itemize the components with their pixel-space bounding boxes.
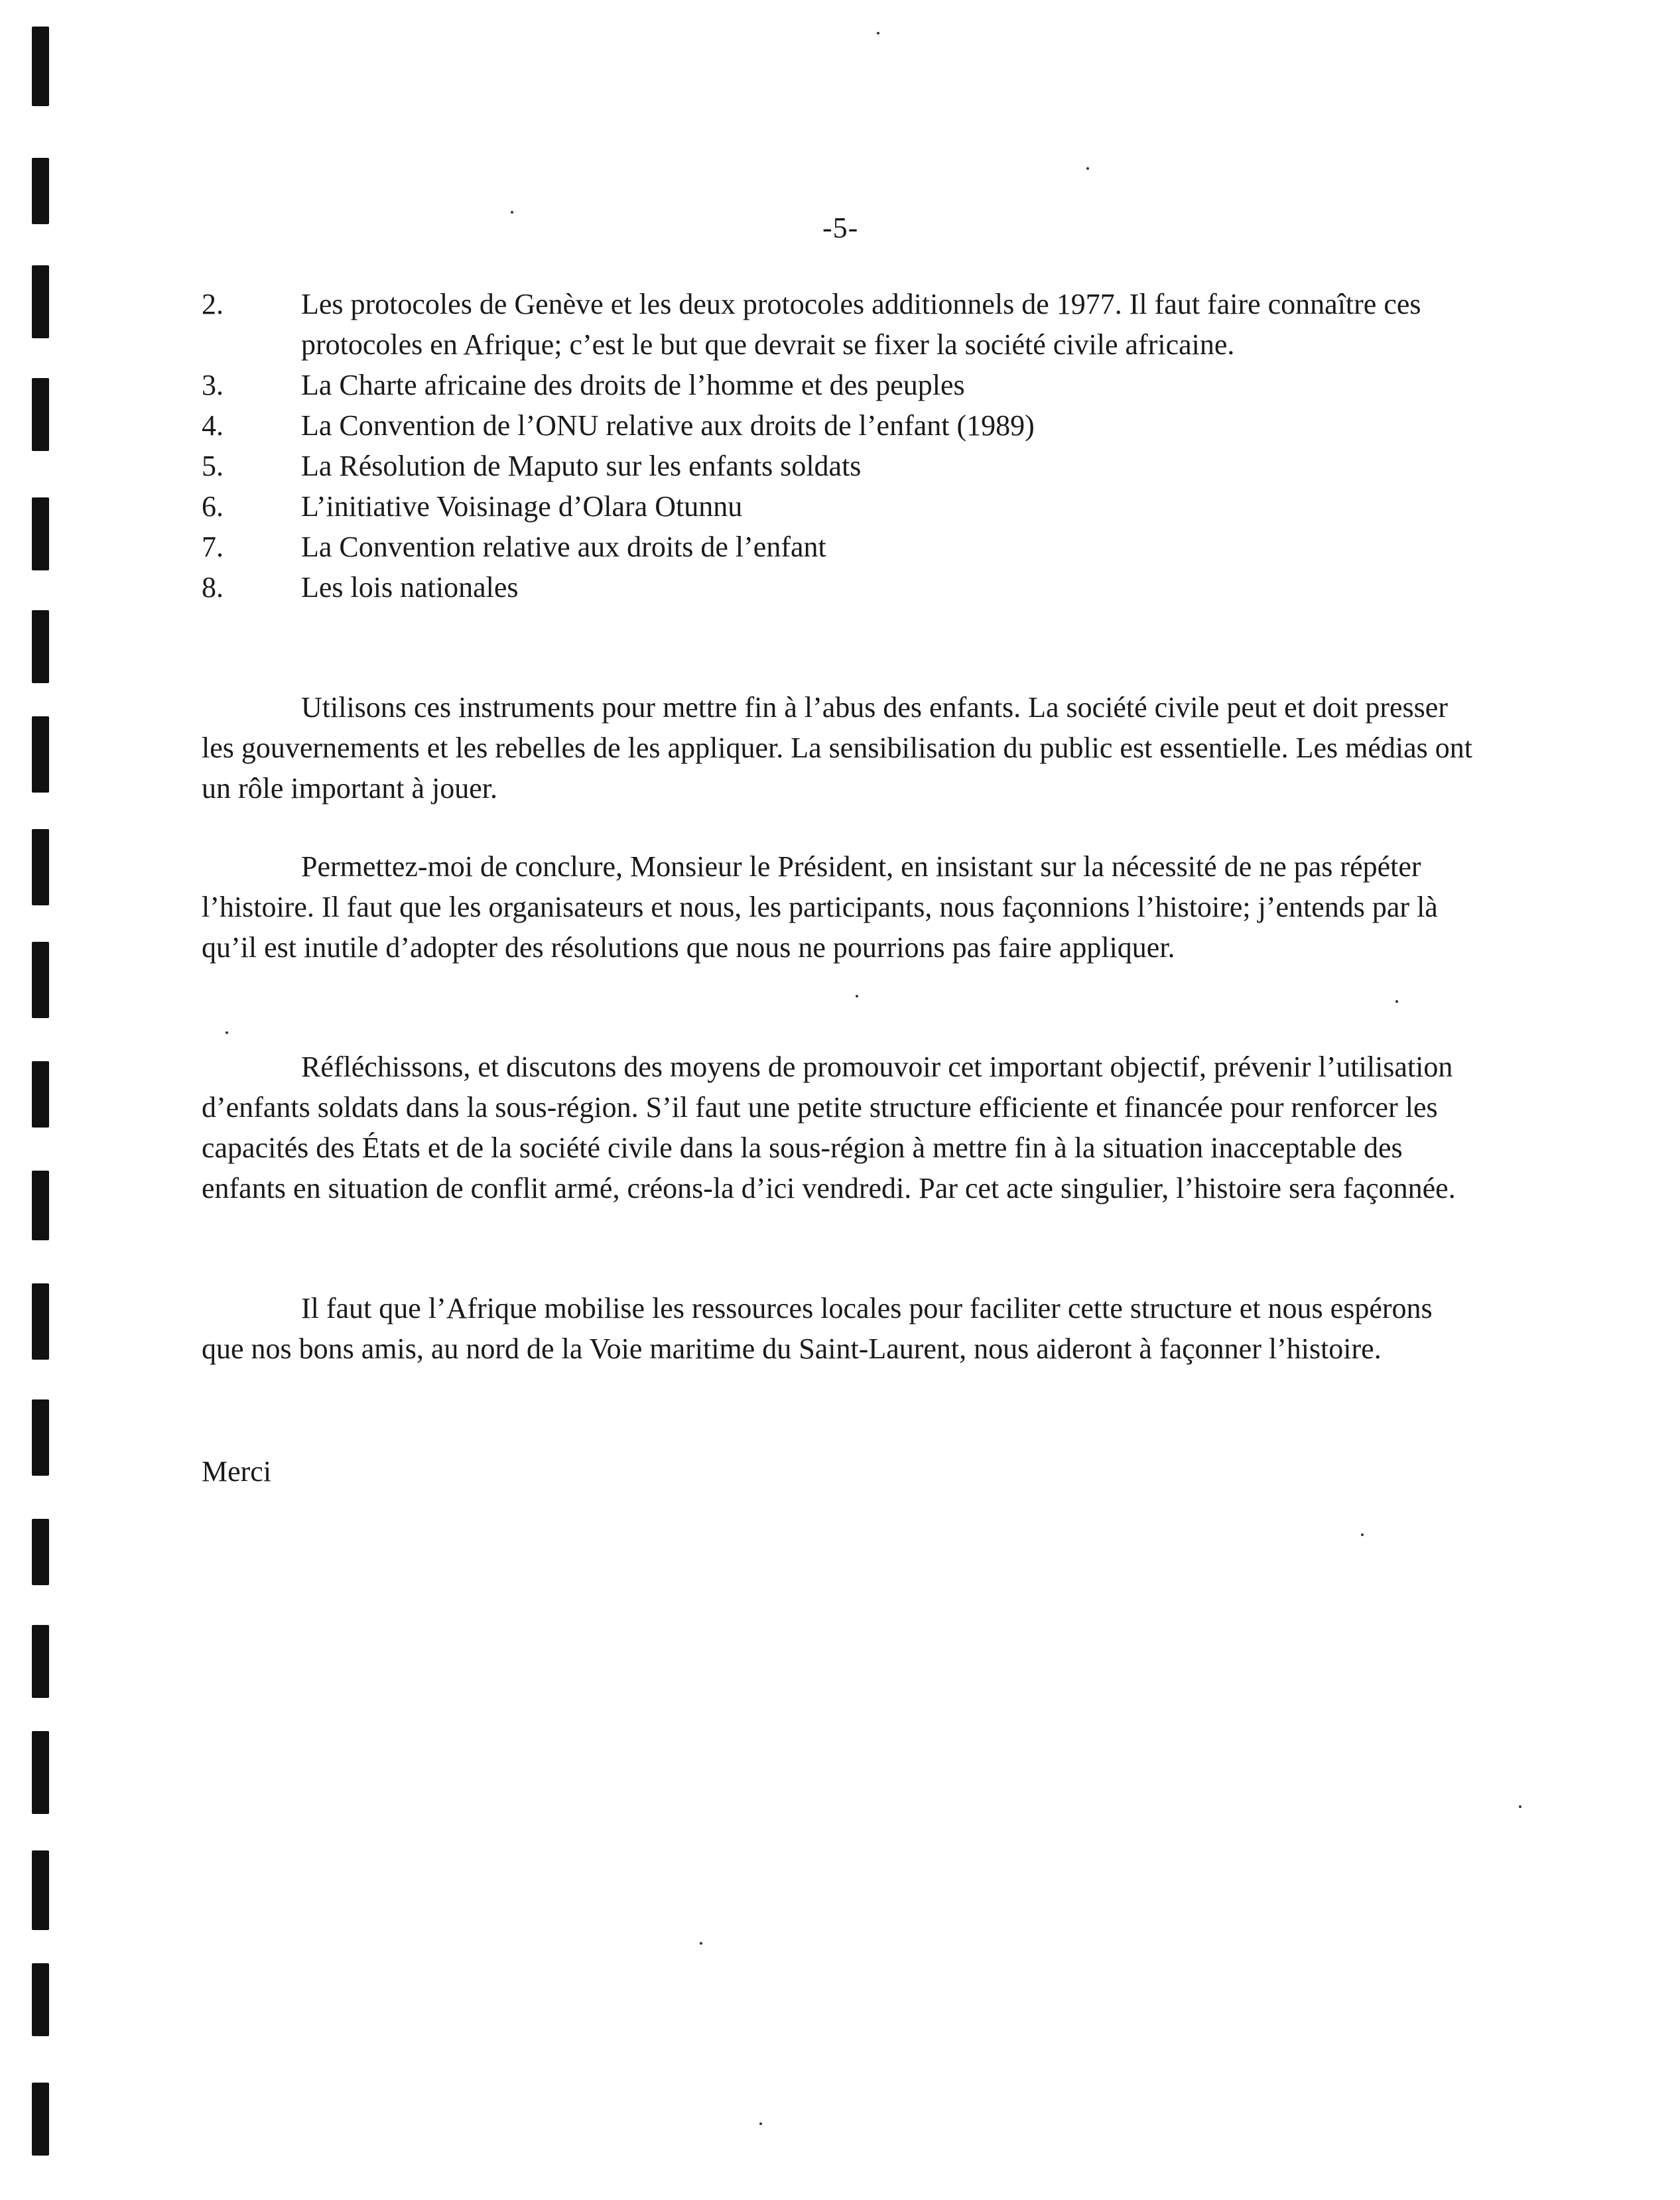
scan-speck [877, 32, 879, 34]
list-item-text: Les lois nationales [301, 571, 519, 604]
list-item [202, 446, 1495, 486]
margin-mark [32, 1731, 49, 1814]
list-item-text: La Convention de l’ONU relative aux droits de l’enfant (1989) [301, 409, 1035, 442]
paragraph-instruments: Utilisons ces instruments pour mettre fin à l’abus des enfants. La société civile peut et doit presser les gouvernements et les rebelles de les appliquer. La sensibilisation du public est essentielle. Les médias ont un rôle important à jouer. [202, 691, 1472, 805]
list-item-number: 8. [202, 571, 224, 604]
list-item [202, 365, 1495, 405]
list-item-text: Les protocoles de Genève et les deux protocoles additionnels de 1977. Il faut faire connaître ces protocoles en Afrique; c’est le but que devrait se fixer la société civile africaine. [301, 288, 1421, 361]
list-item-number: 5. [202, 450, 224, 482]
scan-speck [1395, 1000, 1398, 1003]
margin-mark [32, 1519, 49, 1585]
paragraph-reflection: Réfléchissons, et discutons des moyens de promouvoir cet important objectif, prévenir l’utilisation d’enfants soldats dans la sous-région. S’il faut une petite structure efficiente et financée pour renforcer les capacités des États et de la société civile dans la sous-région à mettre fin à la situation inacceptable des enfants en situation de conflit armé, créons-la d’ici vendredi. Par cet acte singulier, l’histoire sera façonnée. [202, 1051, 1456, 1204]
list-item-text: La Résolution de Maputo sur les enfants soldats [301, 450, 862, 482]
margin-mark [32, 1283, 49, 1360]
scan-speck [856, 995, 858, 998]
list-item-number: 4. [202, 409, 224, 442]
margin-mark [32, 2083, 49, 2156]
list-item [202, 567, 1495, 608]
margin-mark [32, 497, 49, 570]
scan-speck [700, 1942, 702, 1945]
list-item-text: La Convention relative aux droits de l’enfant [301, 531, 826, 563]
paragraph-conclusion: Permettez-moi de conclure, Monsieur le Président, en insistant sur la nécessité de ne pas répéter l’histoire. Il faut que les organisateurs et nous, les participants, nous façonnions l’histoire; j’entends par là qu’il est inutile d’adopter des résolutions que nous ne pourrions pas faire appliquer. [202, 850, 1438, 964]
scan-speck [759, 2122, 762, 2125]
margin-mark [32, 942, 49, 1018]
closing-thanks: Merci [202, 1455, 272, 1488]
scan-margin-marks [0, 0, 53, 2200]
margin-mark [32, 610, 49, 683]
scan-speck [226, 1031, 228, 1034]
margin-mark [32, 1963, 49, 2036]
margin-mark [32, 27, 49, 106]
margin-mark [32, 158, 49, 224]
margin-mark [32, 1061, 49, 1128]
list-item [202, 284, 1495, 365]
margin-mark [32, 1625, 49, 1698]
paragraph-resources: Il faut que l’Afrique mobilise les ressources locales pour faciliter cette structure et nous espérons que nos bons amis, au nord de la Voie maritime du Saint-Laurent, nous aideront à façonner l’histoire. [202, 1292, 1433, 1365]
list-item [202, 527, 1495, 567]
list-item-text: La Charte africaine des droits de l’homme et des peuples [301, 369, 965, 401]
list-item-number: 7. [202, 531, 224, 563]
scan-speck [1086, 167, 1089, 170]
list-item [202, 486, 1495, 527]
scan-speck [1519, 1805, 1521, 1808]
margin-mark [32, 1399, 49, 1476]
margin-mark [32, 265, 49, 338]
page-number: -5- [822, 212, 859, 244]
margin-mark [32, 378, 49, 451]
margin-mark [32, 1850, 49, 1930]
list-item-number: 2. [202, 288, 224, 320]
margin-mark [32, 1171, 49, 1240]
scan-speck [511, 211, 513, 214]
margin-mark [32, 829, 49, 905]
list-item-text: L’initiative Voisinage d’Olara Otunnu [301, 490, 743, 523]
list-item [202, 405, 1495, 446]
list-item-number: 6. [202, 490, 224, 523]
list-item-number: 3. [202, 369, 224, 401]
scan-speck [1361, 1533, 1364, 1536]
margin-mark [32, 716, 49, 793]
instrument-list [202, 284, 1495, 608]
